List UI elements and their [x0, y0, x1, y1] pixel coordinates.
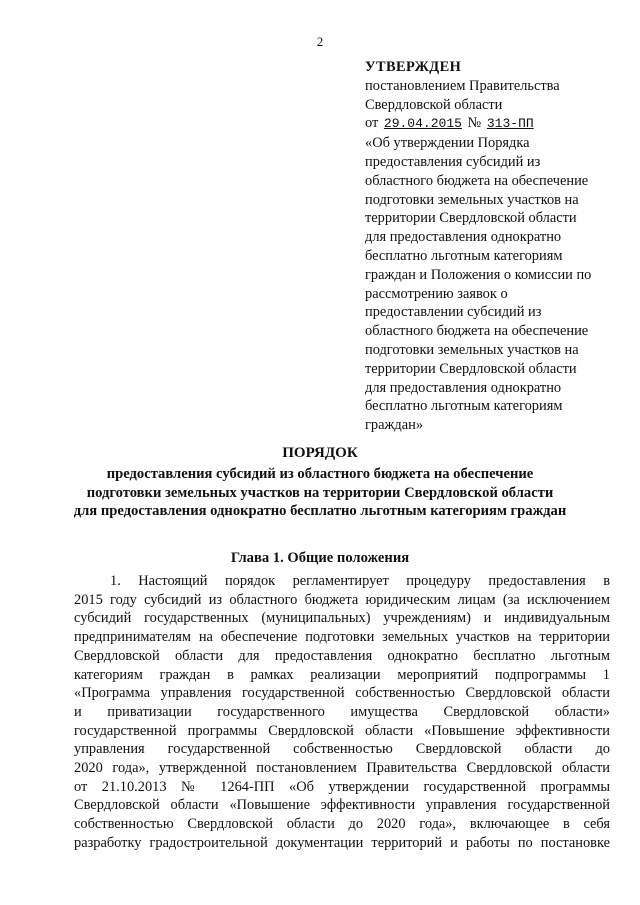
approval-description-line: граждан и Положения о комиссии по — [365, 266, 592, 283]
paragraph-line: категориям граждан в рамках реализации мероприятий подпрограммы 1 — [74, 666, 610, 683]
heading-line: для предоставления однократно бесплатно льготным категориям граждан — [73, 503, 567, 520]
date-prefix: от — [365, 115, 379, 132]
paragraph-line: собственностью Свердловской области до 2020 года», включающее в себя — [74, 816, 610, 833]
heading-line: подготовки земельных участков на территории Свердловской области — [86, 484, 554, 501]
approval-description-line: для предоставления однократно — [365, 229, 562, 246]
approval-description-line: областного бюджета на обеспечение — [365, 323, 589, 340]
approval-block — [365, 58, 625, 435]
paragraph-line: Свердловской области «Повышение эффективности управления государственной — [74, 797, 610, 814]
approval-description-line: бесплатно льготным категориям — [365, 398, 563, 415]
page-number: 2 — [316, 34, 324, 49]
approval-description-line: рассмотрению заявок о — [365, 285, 508, 302]
paragraph-line: от 21.10.2013 № 1264-ПП «Об утверждении государственной программы — [74, 778, 610, 795]
approval-description-line: бесплатно льготным категориям — [365, 247, 563, 264]
approval-description-line: предоставления субсидий из — [365, 153, 541, 170]
heading-line: предоставления субсидий из областного бюджета на обеспечение — [106, 465, 534, 482]
approval-description-line: граждан» — [365, 417, 424, 434]
paragraph-line: Свердловской области для предоставления однократно бесплатно льготным — [74, 647, 610, 664]
paragraph-line: 2020 года», утвержденной постановлением Правительства Свердловской области — [74, 760, 610, 777]
paragraph-1 — [74, 572, 610, 853]
approval-description-line: «Об утверждении Порядка — [365, 135, 530, 152]
approval-number: 313-ПП — [486, 116, 534, 132]
chapter-title: Глава 1. Общие положения — [230, 550, 410, 566]
paragraph-line: «Программа управления государственной собственностью Свердловской области — [74, 685, 610, 702]
approval-description-line: подготовки земельных участков на — [365, 341, 579, 358]
approval-date-line — [365, 114, 625, 134]
paragraph-line: субсидий государственных (муниципальных) учреждениям) и индивидуальным — [74, 610, 610, 627]
paragraph-line: и приватизации государственного имущества Свердловской области» — [74, 703, 610, 720]
approval-description-line: для предоставления однократно — [365, 379, 562, 396]
approval-date: 29.04.2015 — [383, 116, 462, 132]
document-heading — [0, 444, 640, 521]
paragraph-line: разработку градостроительной документации территорий и работы по постановке — [74, 834, 610, 851]
approval-description-line: территории Свердловской области — [365, 360, 577, 377]
paragraph-line: государственной программы Свердловской области «Повышение эффективности — [74, 722, 610, 739]
approval-line-2: Свердловской области — [365, 96, 503, 113]
approval-description-line: предоставлении субсидий из — [365, 304, 542, 321]
approval-title: УТВЕРЖДЕН — [365, 59, 462, 75]
approval-description — [365, 134, 625, 435]
paragraph-line: 1. Настоящий порядок регламентирует процедуру предоставления в — [110, 573, 610, 589]
approval-description-line: областного бюджета на обеспечение — [365, 172, 589, 189]
approval-description-line: территории Свердловской области — [365, 210, 577, 227]
paragraph-line: 2015 году субсидий из областного бюджета юридическим лицам (за исключением — [74, 591, 610, 608]
paragraph-line: предпринимателям на обеспечение подготовки земельных участков на территории — [74, 629, 610, 646]
document-title: ПОРЯДОК — [282, 445, 358, 461]
number-prefix: № — [467, 115, 482, 132]
approval-description-line: подготовки земельных участков на — [365, 191, 579, 208]
approval-line-1: постановлением Правительства — [365, 77, 560, 94]
paragraph-line: управления государственной собственностью Свердловской области до — [74, 741, 610, 758]
